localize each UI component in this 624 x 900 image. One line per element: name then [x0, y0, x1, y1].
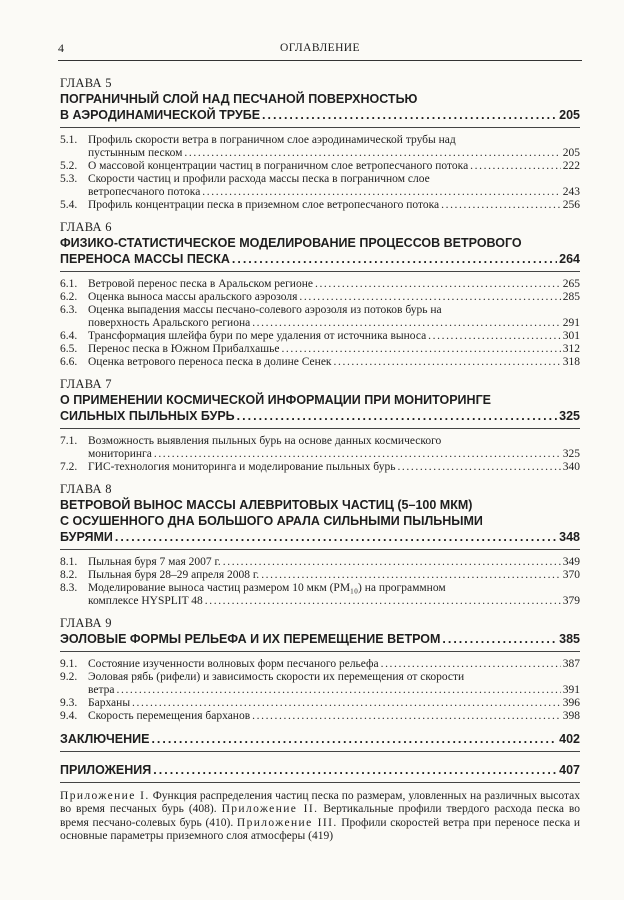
entry-title-line: Эоловая рябь (рифели) и зависимость скорости их перемещения от скорости: [88, 671, 465, 683]
entry-page: 379: [562, 595, 580, 607]
chapter-label: ГЛАВА 8: [60, 482, 112, 496]
chapter-title-line: ЭОЛОВЫЕ ФОРМЫ РЕЛЬЕФА И ИХ ПЕРЕМЕЩЕНИЕ ВЕТРОМ: [60, 632, 441, 646]
entry-title-line: ветра: [88, 684, 115, 696]
leader-dots: [184, 147, 560, 160]
entry-lastline: [88, 356, 580, 369]
section-rule: [60, 651, 580, 652]
toc-entry[interactable]: [60, 556, 580, 569]
entry-title-line: пустынным песком: [88, 147, 183, 159]
toc-entry[interactable]: [60, 461, 580, 474]
entry-title-line: Состояние изученности волновых форм песчаного рельефа: [88, 658, 379, 670]
entry-title-line: Барханы: [88, 697, 131, 709]
entry-page: 256: [562, 199, 580, 211]
entry-page: 265: [562, 278, 580, 290]
conclusion-page: 402: [559, 732, 580, 746]
entry-number: 8.2.: [60, 569, 78, 581]
entry-body: [88, 291, 580, 304]
entry-page: 301: [562, 330, 580, 342]
entry-title-line: О массовой концентрации частиц в пограничном слое ветропесчаного потока: [88, 160, 469, 172]
appendix-text: Вертикальные профили твердого расхода песка во время песчано-солевых бурь (410).: [60, 803, 580, 829]
leader-dots: [428, 330, 561, 343]
chapter-title-lastline: [60, 631, 580, 647]
section-rule: [60, 127, 580, 128]
entry-page: 396: [562, 697, 580, 709]
entry-title-line: Оценка выпадения массы песчано-солевого аэрозоля из потоков бурь на: [88, 304, 442, 316]
section-rule: [60, 782, 580, 783]
entry-title-line: комплексе HYSPLIT 48: [88, 595, 203, 607]
leader-dots: [381, 658, 561, 671]
appendices-page: 407: [559, 763, 580, 777]
entry-title-line: Возможность выявления пыльных бурь на основе данных космического: [88, 435, 442, 447]
chapter-title-line: В АЭРОДИНАМИЧЕСКОЙ ТРУБЕ: [60, 108, 261, 122]
chapter-title[interactable]: [60, 392, 580, 424]
leader-dots: [470, 160, 561, 173]
section-rule: [60, 271, 580, 272]
entry-number: 6.3.: [60, 304, 78, 316]
entry-page: 243: [562, 186, 580, 198]
entry-body: [88, 697, 580, 710]
entry-lastline: [88, 710, 580, 723]
leader-dots: [232, 251, 557, 267]
section-rule: [60, 549, 580, 550]
entry-title-line: Оценка выноса массы аральского аэрозоля: [88, 291, 298, 303]
entry-number: 7.2.: [60, 461, 78, 473]
entry-number: 5.4.: [60, 199, 78, 211]
entry-number: 8.1.: [60, 556, 78, 568]
leader-dots: [132, 697, 561, 710]
toc-entry[interactable]: [60, 160, 580, 173]
entry-number: 6.1.: [60, 278, 78, 290]
chapter-title[interactable]: [60, 91, 580, 123]
entry-title-line: Моделирование выноса частиц размером 10 мкм (PM₁₀) на программном: [88, 582, 446, 594]
appendix-label: Приложение I.: [60, 790, 150, 802]
entry-body: [88, 330, 580, 343]
entry-title-line: Ветровой перенос песка в Аральском регионе: [88, 278, 313, 290]
chapter-title-line: ПЕРЕНОСА МАССЫ ПЕСКА: [60, 252, 230, 266]
entry-title-line: Трансформация шлейфа бури по мере удаления от источника выноса: [88, 330, 427, 342]
toc-entry[interactable]: [60, 435, 580, 461]
entry-lastline: [88, 291, 580, 304]
entry-number: 6.2.: [60, 291, 78, 303]
entry-page: 370: [562, 569, 580, 581]
leader-dots: [262, 107, 557, 123]
entry-body: [88, 671, 580, 697]
leader-dots: [441, 199, 561, 212]
entry-number: 6.5.: [60, 343, 78, 355]
entry-body: [88, 658, 580, 671]
entry-page: 387: [562, 658, 580, 670]
entry-title-line: Скорости частиц и профили расхода массы песка в пограничном слое: [88, 173, 430, 185]
appendix-text: Профили скоростей ветра при переносе песка и основные параметры приземного слоя атмосферы (419): [60, 816, 580, 843]
toc-entry[interactable]: [60, 356, 580, 369]
toc-entry[interactable]: [60, 304, 580, 330]
chapter-section: [60, 616, 580, 723]
chapter-section: [60, 377, 580, 474]
entry-title-line: Оценка ветрового переноса песка в долине Сенек: [88, 356, 332, 368]
toc-entry[interactable]: [60, 173, 580, 199]
leader-dots: [315, 278, 561, 291]
toc-entry[interactable]: [60, 710, 580, 723]
toc-entry[interactable]: [60, 291, 580, 304]
entry-page: 325: [562, 448, 580, 460]
toc-entry[interactable]: [60, 134, 580, 160]
entry-body: [88, 356, 580, 369]
chapter-title-line: ПОГРАНИЧНЫЙ СЛОЙ НАД ПЕСЧАНОЙ ПОВЕРХНОСТЬЮ: [60, 92, 418, 106]
entry-body: [88, 134, 580, 160]
entry-number: 8.3.: [60, 582, 78, 594]
conclusion-section: [60, 731, 580, 752]
leader-dots: [237, 408, 557, 424]
entry-lastline: [88, 343, 580, 356]
entry-list: [60, 435, 580, 474]
leader-dots: [223, 556, 561, 569]
appendices-section: [60, 762, 580, 844]
toc-entry[interactable]: [60, 582, 580, 608]
entry-body: [88, 304, 580, 330]
toc-entry[interactable]: [60, 671, 580, 697]
entry-lastline: [88, 186, 580, 199]
chapter-title-line: С ОСУШЕННОГО ДНА БОЛЬШОГО АРАЛА СИЛЬНЫМИ ПЫЛЬНЫМИ: [60, 514, 483, 528]
leader-dots: [153, 762, 557, 778]
entry-lastline: [88, 278, 580, 291]
toc-entry[interactable]: [60, 199, 580, 212]
chapter-title[interactable]: [60, 235, 580, 267]
entry-page: 205: [562, 147, 580, 159]
chapter-title-lastline: [60, 107, 580, 123]
chapter-label: ГЛАВА 7: [60, 377, 112, 391]
entry-number: 9.2.: [60, 671, 78, 683]
entry-title-line: ГИС-технология мониторинга и моделирование пыльных бурь: [88, 461, 396, 473]
entry-lastline: [88, 556, 580, 569]
chapter-title-lastline: [60, 408, 580, 424]
leader-dots: [397, 461, 560, 474]
conclusion-title[interactable]: ЗАКЛЮЧЕНИЕ: [60, 732, 150, 746]
chapter-title-line: ВЕТРОВОЙ ВЫНОС МАССЫ АЛЕВРИТОВЫХ ЧАСТИЦ (5–100 МКМ): [60, 498, 473, 512]
entry-title-line: Скорость перемещения барханов: [88, 710, 251, 722]
leader-dots: [252, 317, 561, 330]
chapter-title[interactable]: [60, 497, 580, 545]
entry-page: 391: [562, 684, 580, 696]
entry-body: [88, 435, 580, 461]
toc-entry[interactable]: [60, 658, 580, 671]
entry-list: [60, 556, 580, 608]
leader-dots: [202, 186, 560, 199]
entry-page: 291: [562, 317, 580, 329]
chapter-list: [60, 76, 580, 723]
entry-body: [88, 556, 580, 569]
chapter-title-line: ФИЗИКО-СТАТИСТИЧЕСКОЕ МОДЕЛИРОВАНИЕ ПРОЦЕССОВ ВЕТРОВОГО: [60, 236, 522, 250]
entry-number: 5.1.: [60, 134, 78, 146]
leader-dots: [252, 710, 561, 723]
chapter-section: [60, 482, 580, 608]
toc-entry[interactable]: [60, 330, 580, 343]
chapter-label: ГЛАВА 6: [60, 220, 112, 234]
chapter-page: 348: [559, 530, 580, 544]
section-rule: [60, 428, 580, 429]
leader-dots: [334, 356, 561, 369]
entry-body: [88, 173, 580, 199]
chapter-title-line: СИЛЬНЫХ ПЫЛЬНЫХ БУРЬ: [60, 409, 235, 423]
entry-title-line: Пыльная буря 28–29 апреля 2008 г.: [88, 569, 260, 581]
page-number: 4: [58, 41, 64, 55]
toc-entry[interactable]: [60, 343, 580, 356]
chapter-page: 325: [559, 409, 580, 423]
toc-entry[interactable]: [60, 697, 580, 710]
entry-title-line: поверхность Аральского региона: [88, 317, 251, 329]
entry-page: 222: [562, 160, 580, 172]
entry-list: [60, 658, 580, 723]
chapter-title-lastline: [60, 251, 580, 267]
entry-number: 5.2.: [60, 160, 78, 172]
entry-page: 398: [562, 710, 580, 722]
entry-lastline: [88, 569, 580, 582]
appendix-text: Функция распределения частиц песка по размерам, уловленных на различных высотах во время песчаных бурь (408).: [60, 790, 580, 816]
entry-number: 5.3.: [60, 173, 78, 185]
leader-dots: [261, 569, 561, 582]
entry-page: 349: [562, 556, 580, 568]
leader-dots: [151, 731, 557, 747]
leader-dots: [281, 343, 560, 356]
entry-body: [88, 710, 580, 723]
entry-page: 312: [562, 343, 580, 355]
entry-number: 6.4.: [60, 330, 78, 342]
chapter-page: 264: [559, 252, 580, 266]
entry-lastline: [88, 658, 580, 671]
entry-list: [60, 278, 580, 369]
appendix-label: Приложение II.: [221, 803, 319, 816]
chapter-page: 385: [559, 632, 580, 646]
running-head: [60, 40, 580, 56]
entry-page: 285: [562, 291, 580, 303]
entry-title-line: Профиль концентрации песка в приземном слое ветропесчаного потока: [88, 199, 440, 211]
entry-page: 318: [562, 356, 580, 368]
entry-list: [60, 134, 580, 212]
appendices-description: [60, 790, 580, 844]
entry-title-line: Профиль скорости ветра в пограничном слое аэродинамической трубы над: [88, 134, 456, 146]
chapter-label: ГЛАВА 9: [60, 616, 112, 630]
leader-dots: [117, 684, 561, 697]
leader-dots: [115, 529, 557, 545]
entry-body: [88, 461, 580, 474]
entry-lastline: [88, 330, 580, 343]
entry-body: [88, 199, 580, 212]
entry-body: [88, 569, 580, 582]
chapter-label: ГЛАВА 5: [60, 76, 112, 90]
chapter-section: [60, 220, 580, 369]
chapter-title-line: БУРЯМИ: [60, 530, 113, 544]
entry-lastline: [88, 697, 580, 710]
toc-entry[interactable]: [60, 569, 580, 582]
leader-dots: [154, 448, 561, 461]
entry-page: 340: [562, 461, 580, 473]
chapter-title-line: О ПРИМЕНЕНИИ КОСМИЧЕСКОЙ ИНФОРМАЦИИ ПРИ МОНИТОРИНГЕ: [60, 393, 491, 407]
chapter-page: 205: [559, 108, 580, 122]
entry-lastline: [88, 317, 580, 330]
entry-lastline: [88, 448, 580, 461]
appendix-label: Приложение III.: [236, 816, 338, 829]
entry-number: 7.1.: [60, 435, 78, 447]
header-rule: [58, 60, 582, 61]
entry-lastline: [88, 461, 580, 474]
running-title: ОГЛАВЛЕНИЕ: [280, 42, 360, 54]
entry-title-line: Пыльная буря 7 мая 2007 г.: [88, 556, 221, 568]
entry-title-line: мониторинга: [88, 448, 152, 460]
appendices-title[interactable]: ПРИЛОЖЕНИЯ: [60, 763, 152, 777]
entry-lastline: [88, 684, 580, 697]
entry-lastline: [88, 147, 580, 160]
entry-number: 6.6.: [60, 356, 78, 368]
entry-body: [88, 343, 580, 356]
entry-body: [88, 278, 580, 291]
leader-dots: [205, 595, 561, 608]
entry-title-line: Перенос песка в Южном Прибалхашье: [88, 343, 280, 355]
entry-lastline: [88, 595, 580, 608]
section-rule: [60, 751, 580, 752]
entry-body: [88, 582, 580, 608]
entry-lastline: [88, 160, 580, 173]
entry-number: 9.4.: [60, 710, 78, 722]
chapter-title-lastline: [60, 529, 580, 545]
toc-entry[interactable]: [60, 278, 580, 291]
chapter-section: [60, 76, 580, 212]
entry-title-line: ветропесчаного потока: [88, 186, 201, 198]
leader-dots: [442, 631, 557, 647]
entry-lastline: [88, 199, 580, 212]
entry-number: 9.1.: [60, 658, 78, 670]
leader-dots: [299, 291, 560, 304]
toc-page: [60, 40, 580, 844]
entry-number: 9.3.: [60, 697, 78, 709]
entry-body: [88, 160, 580, 173]
chapter-title[interactable]: [60, 631, 580, 647]
